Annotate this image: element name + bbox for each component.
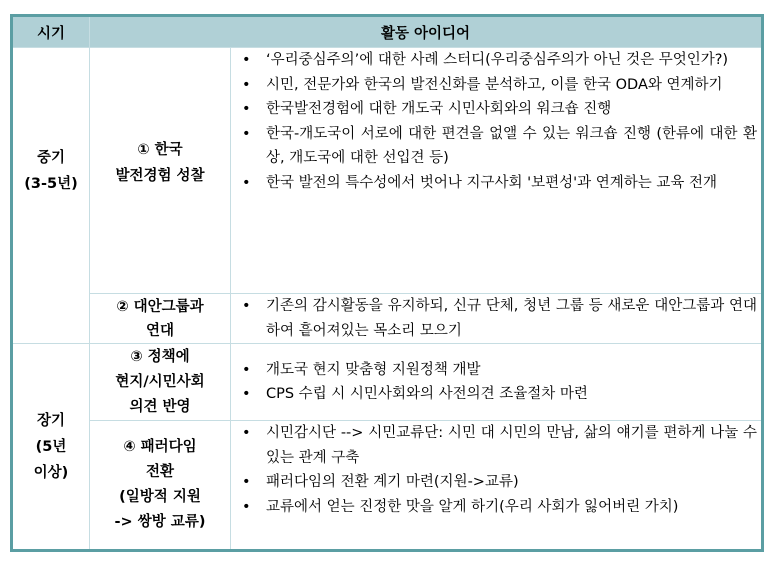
list-item: • 한국-개도국이 서로에 대한 편견을 없앨 수 있는 워크숍 진행 (한류에 대한 환상, 개도국에 대한 선입견 등): [239, 122, 757, 171]
group-title-line: ③ 정책에: [130, 348, 190, 365]
list-item: • 기존의 감시활동을 유지하되, 신규 단체, 청년 그룹 등 새로운 대안그룹과 연대하여 흩어져있는 목소리 모으기: [239, 294, 757, 343]
group-title-line: (일방적 지원: [119, 489, 201, 505]
group-title-line: ④ 패러다임: [123, 439, 197, 455]
header-activity: 활동 아이디어: [90, 17, 761, 47]
group-title-line: -> 쌍방 교류): [114, 514, 206, 530]
list-item: • 시민감시단 --> 시민교류단: 시민 대 시민의 만남, 삶의 얘기를 편하게 나눌 수 있는 관계 구축: [239, 421, 757, 470]
group-title-line: ① 한국: [137, 141, 183, 158]
list-item: • CPS 수립 시 시민사회와의 사전의견 조율절차 마련: [239, 382, 588, 407]
group-title-line: ② 대안그룹과: [116, 298, 204, 315]
group-items-3: [239, 344, 757, 420]
group-title-1: [90, 48, 230, 293]
group-items-2: [239, 294, 757, 343]
period-range: (3-5년): [24, 175, 78, 192]
group-title-line: 현지/시민사회: [115, 373, 205, 390]
group-title-line: 전환: [145, 464, 174, 480]
period-label: 장기: [36, 412, 65, 429]
group-title-3: [90, 344, 230, 420]
group-title-4: [90, 421, 230, 549]
group-items-1: [239, 48, 757, 293]
period-range: (5년: [35, 438, 67, 455]
period-label: 중기: [36, 149, 65, 166]
list-item: • 시민, 전문가와 한국의 발전신화를 분석하고, 이를 한국 ODA와 연계하기: [239, 73, 757, 98]
group-title-line: 발전경험 성찰: [115, 167, 205, 184]
period-range: 이상): [33, 464, 69, 481]
period-mid-term: [13, 48, 89, 293]
list-item: • 한국발전경험에 대한 개도국 시민사회와의 워크숍 진행: [239, 97, 757, 122]
divider: [230, 47, 231, 549]
list-item: • 한국 발전의 특수성에서 벗어나 지구사회 '보편성'과 연계하는 교육 전개: [239, 171, 757, 196]
activity-table: [10, 14, 764, 552]
period-long-term: [13, 344, 89, 549]
group-title-line: 의견 반영: [129, 398, 191, 415]
group-title-2: [90, 294, 230, 343]
list-item: • 개도국 현지 맞춤형 지원정책 개발: [239, 358, 588, 383]
list-item: • 교류에서 얻는 진정한 맛을 알게 하기(우리 사회가 잃어버린 가치): [239, 495, 757, 520]
header-period: 시기: [13, 17, 89, 47]
group-items-4: [239, 421, 757, 549]
group-title-line: 연대: [145, 322, 174, 339]
list-item: • ‘우리중심주의’에 대한 사례 스터디(우리중심주의가 아닌 것은 무엇인가?): [239, 48, 757, 73]
list-item: • 패러다임의 전환 계기 마련(지원->교류): [239, 470, 757, 495]
